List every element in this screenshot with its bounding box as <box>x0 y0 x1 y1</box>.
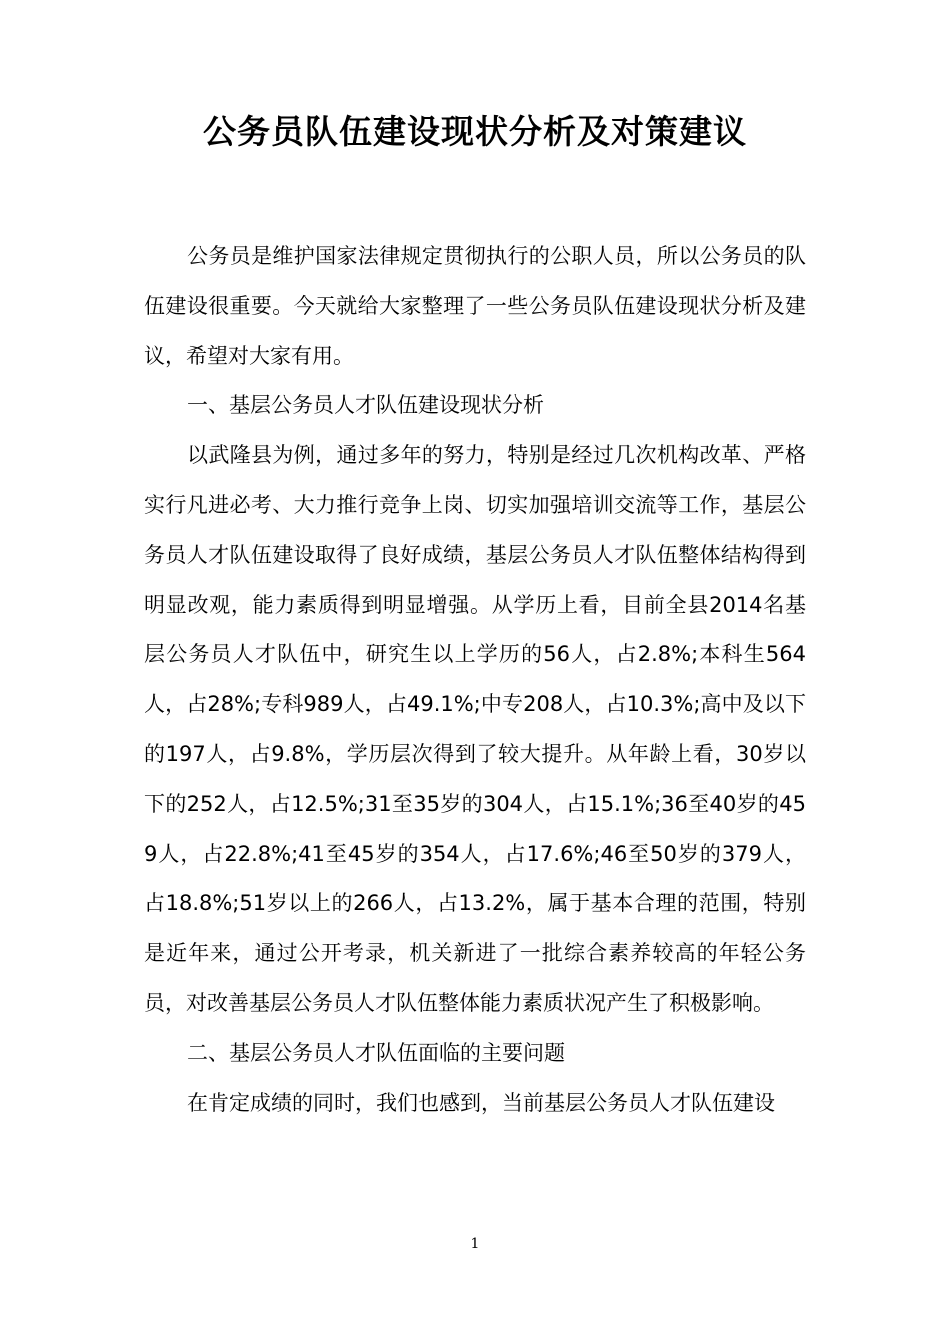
paragraph-intro: 公务员是维护国家法律规定贯彻执行的公职人员，所以公务员的队伍建设很重要。今天就给大家整理了一些公务员队伍建设现状分析及建议，希望对大家有用。 <box>144 244 806 368</box>
paragraph-status-analysis: 以武隆县为例，通过多年的努力，特别是经过几次机构改革、严格实行凡进必考、大力推行竞争上岗、切实加强培训交流等工作，基层公务员人才队伍建设取得了良好成绩，基层公务员人才队伍整体结构得到明显改观，能力素质得到明显增强。从学历上看，目前全县2014名基层公务员人才队伍中，研究生以上学历的56人，占2.8%;本科生564人，占28%;专科989人，占49.1%;中专208人，占10.3%;高中及以下的197人，占9.8%，学历层次得到了较大提升。从年龄上看，30岁以下的252人，占12.5%;31至35岁的304人，占15.1%;36至40岁的459人，占22.8%;41至45岁的354人，占17.6%;46至50岁的379人，占18.8%;51岁以上的266人，占13.2%，属于基本合理的范围，特别是近年来，通过公开考录，机关新进了一批综合素养较高的年轻公务员，对改善基层公务员人才队伍整体能力素质状况产生了积极影响。 <box>144 443 806 1015</box>
page-number: 1 <box>470 1236 480 1252</box>
section-heading-1: 一、基层公务员人才队伍建设现状分析 <box>187 393 544 418</box>
section-heading-2: 二、基层公务员人才队伍面临的主要问题 <box>187 1040 565 1065</box>
paragraph-problems: 在肯定成绩的同时，我们也感到，当前基层公务员人才队伍建设 <box>187 1090 775 1115</box>
document-title: 公务员队伍建设现状分析及对策建议 <box>203 112 747 151</box>
document-body <box>144 232 806 1128</box>
